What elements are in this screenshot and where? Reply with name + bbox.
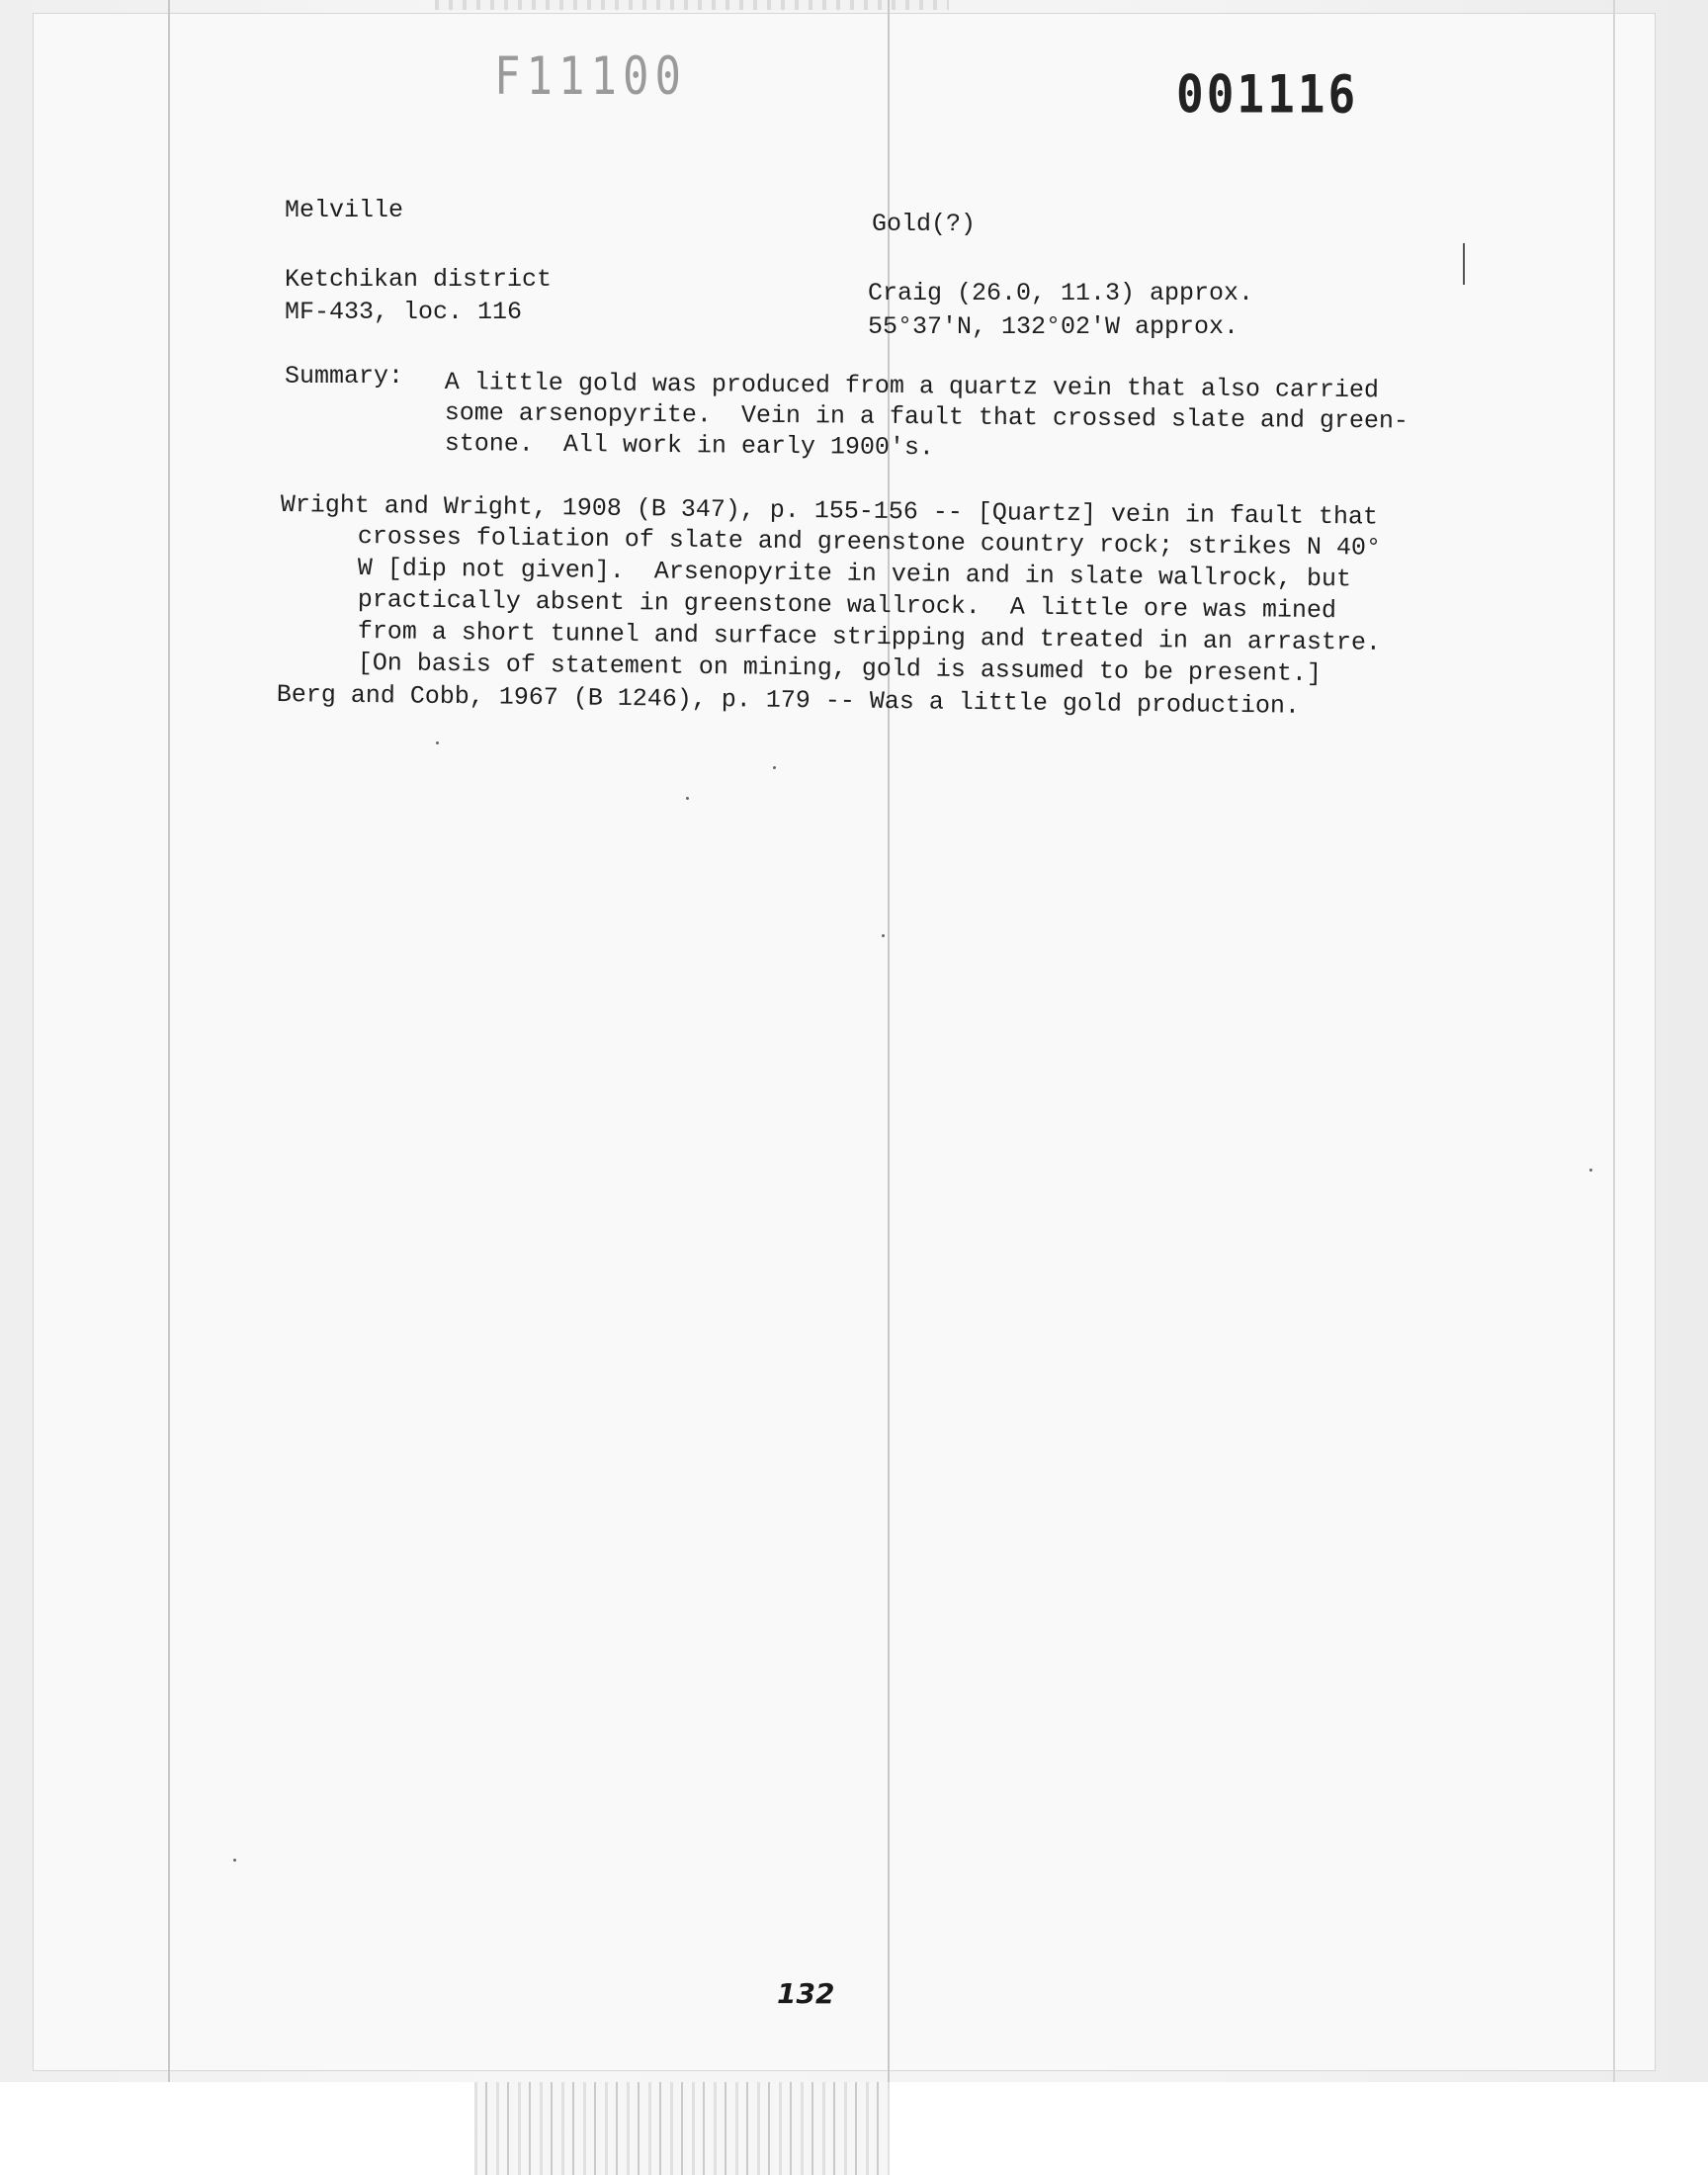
map-reference: MF-433, loc. 116 [285, 298, 523, 326]
reference-line: from a short tunnel and surface stripping and treated in an arrastre. [357, 616, 1382, 657]
scanner-artifact-top [435, 0, 949, 10]
faint-stamp-number: F11100 [494, 45, 687, 108]
reference-line: W [dip not given]. Arsenopyrite in vein and in slate wallrock, but [357, 553, 1352, 594]
latitude-longitude: 55°37'N, 132°02'W approx. [868, 312, 1239, 341]
speck [436, 741, 439, 744]
reference-line: practically absent in greenstone wallrock. A little ore was mined [357, 584, 1337, 626]
speck [233, 1859, 236, 1862]
summary-line: stone. All work in early 1900's. [444, 428, 935, 463]
summary-label: Summary: [285, 362, 404, 391]
summary-line: some arsenopyrite. Vein in a fault that crossed slate and green- [444, 397, 1409, 436]
document-sheet [34, 14, 1655, 2070]
reference-line: crosses foliation of slate and greenstone country rock; strikes N 40° [357, 521, 1382, 563]
reference-line: [On basis of statement on mining, gold is assumed to be present.] [357, 648, 1323, 689]
reference-line: Berg and Cobb, 1967 (B 1246), p. 179 -- Was a little gold production. [276, 679, 1301, 721]
handwritten-page-number: 132 [777, 1977, 835, 2010]
page-stamp-number: 001116 [1176, 62, 1359, 126]
fold-line-right [1613, 0, 1615, 2175]
district: Ketchikan district [285, 265, 553, 294]
speck [773, 766, 776, 769]
speck [686, 797, 689, 800]
speck [882, 934, 885, 937]
fold-line-left [168, 0, 170, 2175]
scanner-artifact-bottom [474, 2082, 890, 2175]
reference-line: Wright and Wright, 1908 (B 347), p. 155-156 -- [Quartz] vein in fault that [280, 489, 1379, 532]
summary-line: A little gold was produced from a quartz vein that also carried [444, 367, 1380, 405]
deposit-name: Melville [285, 196, 404, 224]
speck [1589, 1169, 1592, 1172]
quadrangle-location: Craig (26.0, 11.3) approx. [868, 279, 1254, 307]
margin-tick-mark [1463, 243, 1465, 285]
commodity: Gold(?) [872, 210, 977, 238]
